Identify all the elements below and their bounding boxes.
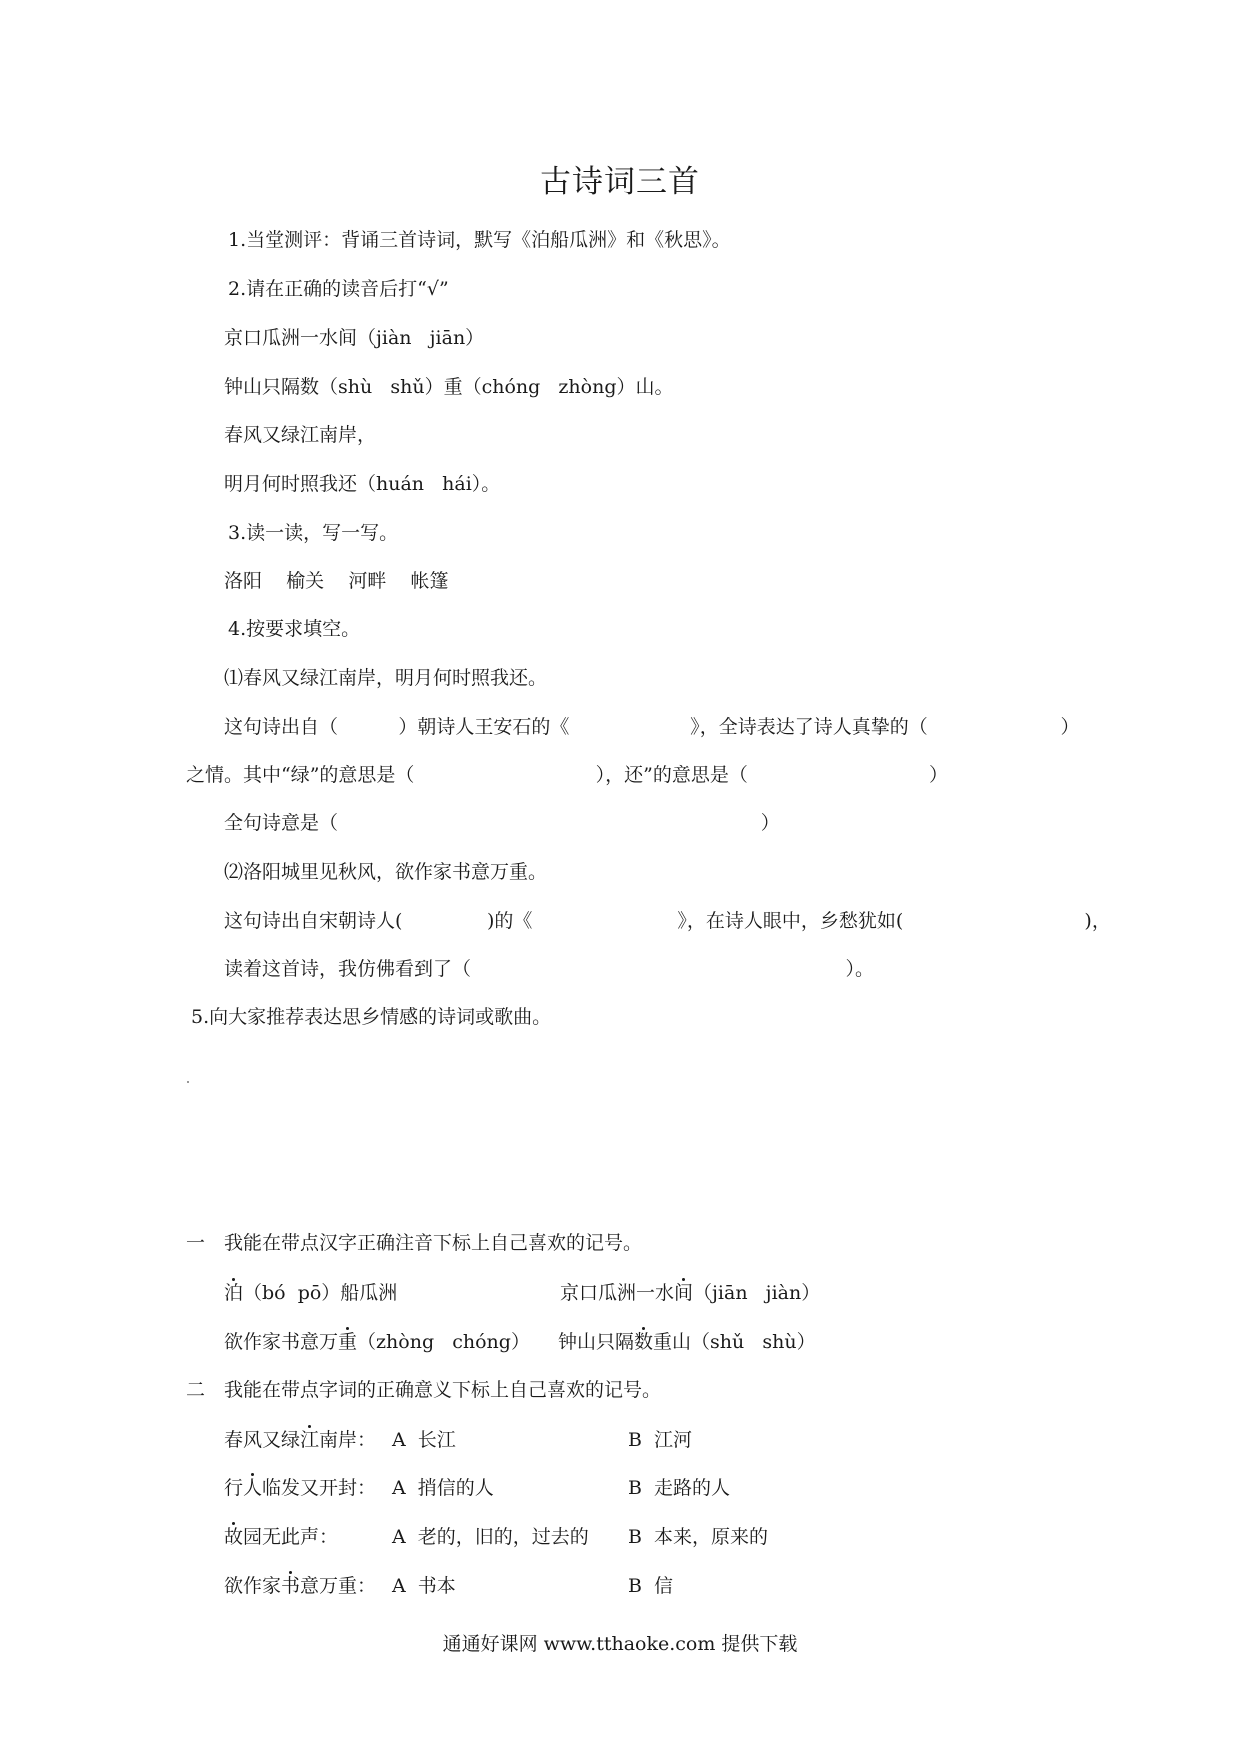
meaning-option-a: A 老的，旧的，过去的 <box>392 1526 589 1548</box>
question-2-line-1: 京口瓜洲一水间（jiàn jiān） <box>224 327 485 349</box>
pinyin-item: 钟山只隔数重山（shǔ shù） <box>558 1331 816 1353</box>
question-4-item-1-fill-b: 之情。其中“绿”的意思是（ ），还”的意思是（ ） <box>186 764 949 786</box>
meaning-option-b: B 本来，原来的 <box>628 1526 769 1548</box>
question-2-line-4: 明月何时照我还（huán hái）。 <box>224 473 501 495</box>
section-1-number: 一 <box>186 1232 206 1254</box>
question-2-line-3: 春风又绿江南岸， <box>224 424 377 446</box>
page-title: 古诗词三首 <box>540 164 700 200</box>
dotted-char: 人 <box>243 1477 263 1499</box>
dotted-char: 重 <box>338 1331 358 1353</box>
dotted-char: 江 <box>300 1429 320 1451</box>
section-1-title: 我能在带点汉字正确注音下标上自己喜欢的记号。 <box>224 1232 643 1254</box>
dotted-char: 间 <box>674 1282 694 1304</box>
meaning-option-a: A 长江 <box>392 1429 456 1451</box>
pinyin-item: 泊（bó pō）船瓜洲 <box>224 1282 398 1304</box>
section-2-number: 二 <box>186 1379 206 1401</box>
meaning-option-b: B 信 <box>628 1575 674 1597</box>
question-3-words: 洛阳 榆关 河畔 帐篷 <box>224 570 449 592</box>
question-4-item-2: ⑵洛阳城里见秋风，欲作家书意万重。 <box>224 861 548 883</box>
dotted-char: 书 <box>281 1575 301 1597</box>
question-2-line-2: 钟山只隔数（shù shǔ）重（chóng zhòng）山。 <box>224 376 674 398</box>
footer-credit: 通通好课网 www.tthaoke.com 提供下载 <box>442 1633 798 1655</box>
scan-speck <box>187 1081 189 1083</box>
question-4-item-2-fill-b: 读着这首诗，我仿佛看到了（ ）。 <box>224 958 874 980</box>
question-4-item-2-fill-a: 这句诗出自宋朝诗人( )的《 》，在诗人眼中，乡愁犹如( )， <box>224 910 1111 932</box>
question-4-item-1-fill-a: 这句诗出自（ ）朝诗人王安石的《 》，全诗表达了诗人真挚的（ ） <box>224 716 1080 738</box>
question-4-item-1: ⑴春风又绿江南岸，明月何时照我还。 <box>224 667 548 689</box>
question-4: 4.按要求填空。 <box>228 618 361 640</box>
meaning-item-phrase: 欲作家书意万重： <box>224 1575 377 1597</box>
pinyin-item: 京口瓜洲一水间（jiān jiàn） <box>560 1282 821 1304</box>
question-4-item-1-fill-c: 全句诗意是（ ） <box>224 812 780 834</box>
pinyin-item: 欲作家书意万重（zhòng chóng） <box>224 1331 530 1353</box>
question-5: 5.向大家推荐表达思乡情感的诗词或歌曲。 <box>191 1006 552 1028</box>
meaning-option-a: A 捎信的人 <box>392 1477 494 1499</box>
dotted-char: 泊 <box>224 1282 244 1304</box>
question-1: 1.当堂测评：背诵三首诗词，默写《泊船瓜洲》和《秋思》。 <box>228 229 731 251</box>
meaning-item-phrase: 故园无此声： <box>224 1526 339 1548</box>
meaning-item-phrase: 春风又绿江南岸： <box>224 1429 377 1451</box>
dotted-char: 故 <box>224 1526 244 1548</box>
section-2-title: 我能在带点字词的正确意义下标上自己喜欢的记号。 <box>224 1379 662 1401</box>
question-3: 3.读一读，写一写。 <box>228 522 399 544</box>
meaning-option-b: B 走路的人 <box>628 1477 731 1499</box>
dotted-char: 数 <box>634 1331 654 1353</box>
meaning-option-a: A 书本 <box>392 1575 456 1597</box>
meaning-option-b: B 江河 <box>628 1429 693 1451</box>
meaning-item-phrase: 行人临发又开封： <box>224 1477 377 1499</box>
question-2: 2.请在正确的读音后打“√” <box>228 278 449 300</box>
